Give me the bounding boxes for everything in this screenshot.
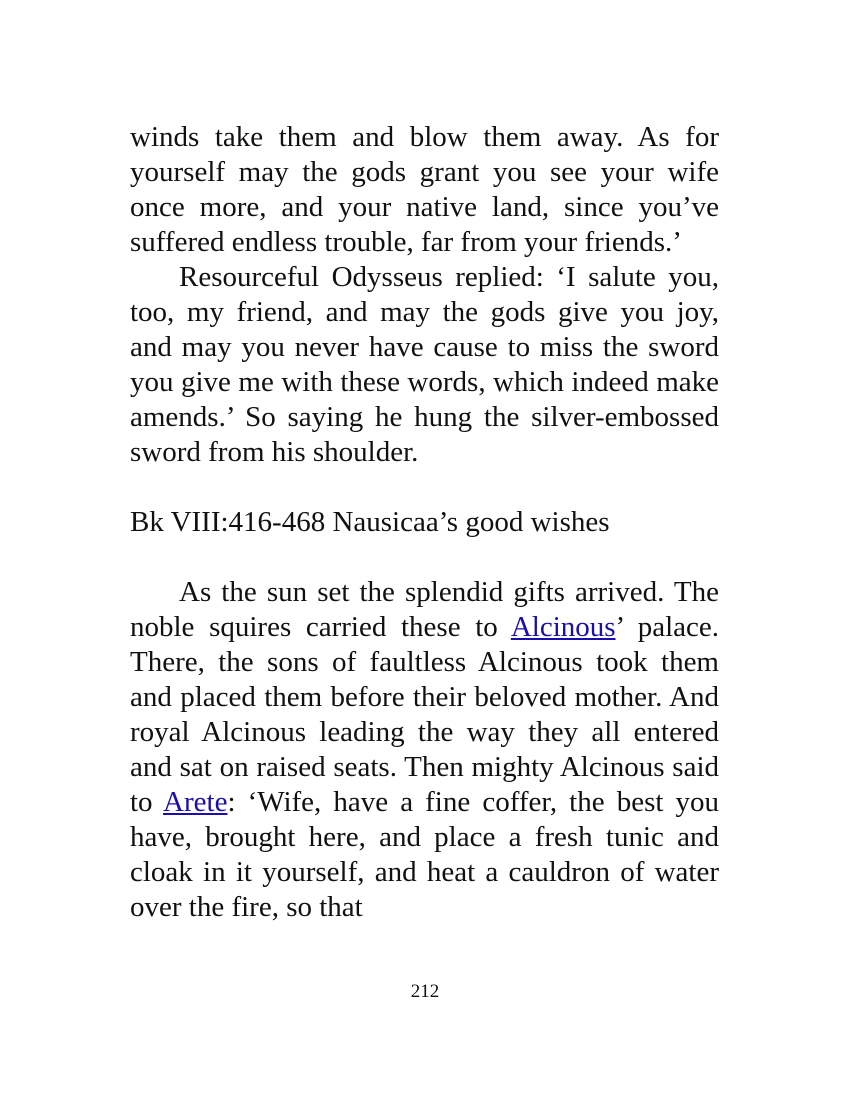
page-number: 212 — [410, 981, 440, 1002]
alcinous-link[interactable]: Alcinous — [510, 611, 616, 643]
paragraph-3 — [130, 575, 719, 925]
paragraph-2: Resourceful Odysseus replied: ‘I salute you, too, my friend, and may the gods give you joy, and may you never have cause to miss the sword you give me with these words, which indeed make amends.’ So saying he hung the silver-embossed sword from his shoulder. — [130, 261, 719, 468]
arete-link[interactable]: Arete — [163, 786, 228, 818]
paragraph-1: winds take them and blow them away. As for yourself may the gods grant you see your wife once more, and your native land, since you’ve suffered endless trouble, far from your friends.’ — [130, 121, 719, 258]
paragraph-3-text-3: : ‘Wife, have a fine coffer, the best you have, brought here, and place a fresh tunic and cloak in it yourself, and heat a cauldron of water over the fire, so that — [130, 786, 719, 923]
paragraph-3-text-2: ’ palace. There, the sons of faultless Alcinous took them and placed them before their beloved mother. And royal Alcinous leading the way they all entered and sat on raised seats. Then mighty Alcinous said to — [130, 611, 719, 818]
paragraph-3-text-1: As the sun set the splendid gifts arrived. The noble squires carried these to — [130, 576, 719, 643]
section-heading: Bk VIII:416-468 Nausicaa’s good wishes — [130, 506, 610, 538]
page-body — [130, 120, 719, 925]
